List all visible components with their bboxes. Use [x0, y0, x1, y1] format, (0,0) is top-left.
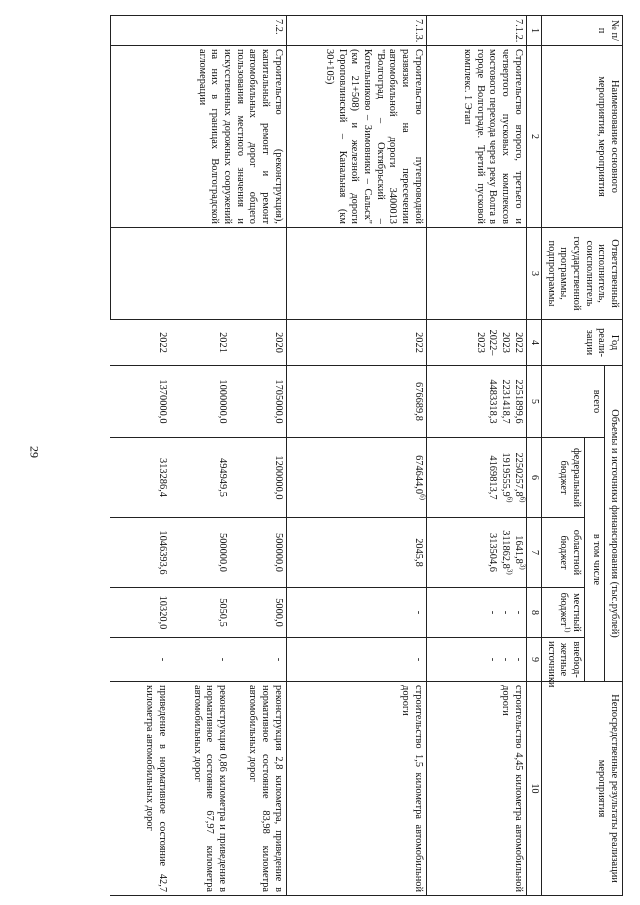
row-number: 7.1.2.: [426, 16, 526, 46]
col-number: 9: [526, 638, 541, 682]
header-incl: в том числе: [584, 438, 604, 682]
col-number: 8: [526, 588, 541, 638]
header-local: местный бюджет$^{1)}$: [541, 588, 584, 638]
row-regional: 1641,8$^{3)}$ 311862,8$^{3)}$ 313504,6: [426, 518, 526, 588]
header-extra: внебюд-жетные источники: [541, 638, 584, 682]
header-funding: Объемы и источники финансирования (тыс.рублей): [605, 366, 623, 682]
row-regional: 1046393,6: [110, 518, 170, 588]
row-result: приведение в нормативное состояние 42,7 километра автомобильных дорог: [110, 682, 170, 896]
col-number: 5: [526, 366, 541, 438]
row-executor: [286, 228, 426, 320]
header-regional: областной бюджет: [541, 518, 584, 588]
col-number: 10: [526, 682, 541, 896]
row-federal: 1200000,0: [230, 438, 286, 518]
row-extra: - - -: [426, 638, 526, 682]
col-number: 7: [526, 518, 541, 588]
row-regional: 2045,8: [286, 518, 426, 588]
table-row: [230, 16, 286, 896]
row-number: 7.1.3.: [286, 16, 426, 46]
row-regional: 500000,0: [230, 518, 286, 588]
header-name: Наименование основного мероприятия, мероприятия: [541, 46, 622, 228]
row-local: - - -: [426, 588, 526, 638]
table-row: [426, 16, 526, 896]
row-year: 2022: [110, 320, 170, 366]
row-year: 2020: [230, 320, 286, 366]
row-result: строительство 4,45 километра автомобильной дороги: [426, 682, 526, 896]
row-local: 10320,0: [110, 588, 170, 638]
table-row: [286, 16, 426, 896]
row-extra: -: [110, 638, 170, 682]
row-local: 5000,0: [230, 588, 286, 638]
row-name: Строительство второго, третьего и четвертого пусковых комплексов мостового перехода через реку Волга в городе Волгограде. Третий пусковой комплекс. 1 Этап: [426, 46, 526, 228]
col-number: 1: [526, 16, 541, 46]
row-extra: -: [170, 638, 230, 682]
rotated-page-content: [83, 15, 623, 895]
header-executor: Ответственный исполнитель, соисполнитель государственной программы, подпрограммы: [541, 228, 622, 320]
row-years: 2022 2023 2022–2023: [426, 320, 526, 366]
col-number: 2: [526, 46, 541, 228]
row-executor: [110, 228, 286, 320]
row-number: 7.2.: [110, 16, 286, 46]
col-number: 3: [526, 228, 541, 320]
row-result: строительство 1,5 километра автомобильной дороги: [286, 682, 426, 896]
row-federal: 494949,5: [170, 438, 230, 518]
row-executor: [426, 228, 526, 320]
row-total: 1000000,0: [170, 366, 230, 438]
row-regional: 500000,0: [170, 518, 230, 588]
row-name: Строительство путепроводной развязки на пересечении автомобильной дороги 3400013 "Волгоград – Октябрьский – Котельниково – Зимовники – Сальск" (км 21+508) и железной дороги Гороповлинский – Канальная (км 30+105): [286, 46, 426, 228]
row-years: 2022: [286, 320, 426, 366]
row-extra: -: [286, 638, 426, 682]
funding-table: [110, 15, 623, 896]
row-local: 5050,5: [170, 588, 230, 638]
header-federal: федеральный бюджет: [541, 438, 584, 518]
header-total: всего: [541, 366, 604, 438]
row-federal: 2250257,8$^{6)}$ 1919555,9$^{6)}$ 4169813,7: [426, 438, 526, 518]
header-no: № п/п: [541, 16, 622, 46]
row-total: 2251899,6 2231418,7 4483318,3: [426, 366, 526, 438]
col-number: 6: [526, 438, 541, 518]
row-extra: -: [230, 638, 286, 682]
row-local: -: [286, 588, 426, 638]
row-year: 2021: [170, 320, 230, 366]
row-total: 1705000,0: [230, 366, 286, 438]
header-results: Непосредственные результаты реализации мероприятия: [541, 682, 622, 896]
row-result: реконструкция 0,86 километра и приведение в нормативное состояние 67,97 километра автомобильных дорог: [170, 682, 230, 896]
row-total: 1370000,0: [110, 366, 170, 438]
row-result: реконструкция 2,8 километра, приведение в нормативное состояние 83,98 километра автомобильных дорог: [230, 682, 286, 896]
row-federal: 313286,4: [110, 438, 170, 518]
row-name: Строительство (реконструкция), капитальный ремонт и ремонт автомобильных дорог общего пользования местного значения и искусственных дорожных сооружений на них в границах Волгоградской агломерации: [110, 46, 286, 228]
row-total: 676689,8: [286, 366, 426, 438]
row-federal: 674644,0$^{6)}$: [286, 438, 426, 518]
header-year: Год реали-зации: [541, 320, 622, 366]
page-number: 29: [27, 446, 42, 458]
col-number: 4: [526, 320, 541, 366]
